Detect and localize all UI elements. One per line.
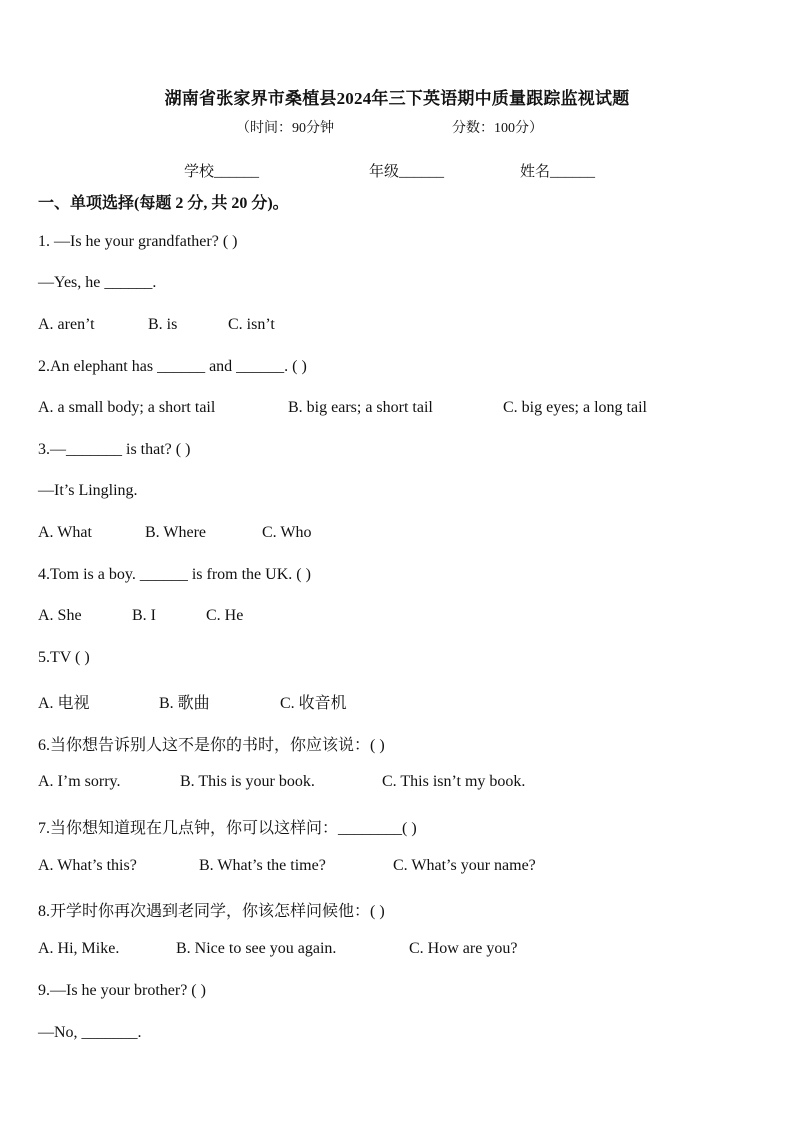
- exam-title: 湖南省张家界市桑植县2024年三下英语期中质量跟踪监视试题: [164, 89, 630, 108]
- option-b[interactable]: B. Where: [145, 524, 207, 541]
- option-b[interactable]: B. What’s the time?: [199, 857, 326, 874]
- option-b[interactable]: B. This is your book.: [180, 773, 315, 790]
- option-a[interactable]: A. What’s this?: [38, 857, 137, 874]
- exam-score: 分数：100分）: [452, 121, 543, 136]
- question-9-line-1: 9.—Is he your brother? ( ): [38, 982, 206, 999]
- option-a[interactable]: A. She: [38, 607, 82, 624]
- option-a[interactable]: A. Hi, Mike.: [38, 940, 120, 957]
- option-b[interactable]: B. I: [132, 607, 156, 624]
- option-a[interactable]: A. a small body; a short tail: [38, 399, 216, 416]
- exam-time: （时间：90分钟: [236, 121, 334, 136]
- question-3-line-2: —It’s Lingling.: [38, 482, 138, 499]
- option-c[interactable]: C. big eyes; a long tail: [503, 399, 647, 416]
- option-c[interactable]: C. isn’t: [228, 316, 275, 333]
- option-b[interactable]: B. big ears; a short tail: [288, 399, 433, 416]
- question-8-line-1: 8.开学时你再次遇到老同学，你该怎样问候他：( ): [38, 903, 385, 920]
- option-a[interactable]: A. What: [38, 524, 92, 541]
- option-c[interactable]: C. 收音机: [280, 695, 347, 712]
- question-9-line-2: —No, _______.: [38, 1024, 142, 1041]
- question-3-line-1: 3.—_______ is that? ( ): [38, 441, 191, 458]
- option-a[interactable]: A. I’m sorry.: [38, 773, 121, 790]
- option-c[interactable]: C. This isn’t my book.: [382, 773, 526, 790]
- question-6-line-1: 6.当你想告诉别人这不是你的书时，你应该说：( ): [38, 737, 385, 754]
- question-1-line-1: 1. —Is he your grandfather? ( ): [38, 233, 238, 250]
- section-heading: 一、单项选择(每题 2 分, 共 20 分)。: [38, 195, 289, 212]
- option-a[interactable]: A. aren’t: [38, 316, 95, 333]
- question-7-line-1: 7.当你想知道现在几点钟，你可以这样问：________( ): [38, 820, 417, 837]
- option-c[interactable]: C. He: [206, 607, 244, 624]
- question-2-line-1: 2.An elephant has ______ and ______. ( ): [38, 358, 307, 375]
- option-c[interactable]: C. How are you?: [409, 940, 518, 957]
- name-field[interactable]: 姓名______: [520, 164, 596, 180]
- question-1-line-2: —Yes, he ______.: [38, 274, 157, 291]
- grade-field[interactable]: 年级______: [369, 164, 445, 180]
- school-field[interactable]: 学校______: [184, 164, 260, 180]
- option-b[interactable]: B. 歌曲: [159, 695, 210, 712]
- option-b[interactable]: B. is: [148, 316, 178, 333]
- option-b[interactable]: B. Nice to see you again.: [176, 940, 337, 957]
- question-5-line-1: 5.TV ( ): [38, 649, 90, 666]
- option-c[interactable]: C. Who: [262, 524, 312, 541]
- option-a[interactable]: A. 电视: [38, 695, 90, 712]
- option-c[interactable]: C. What’s your name?: [393, 857, 536, 874]
- question-4-line-1: 4.Tom is a boy. ______ is from the UK. ( ): [38, 566, 311, 583]
